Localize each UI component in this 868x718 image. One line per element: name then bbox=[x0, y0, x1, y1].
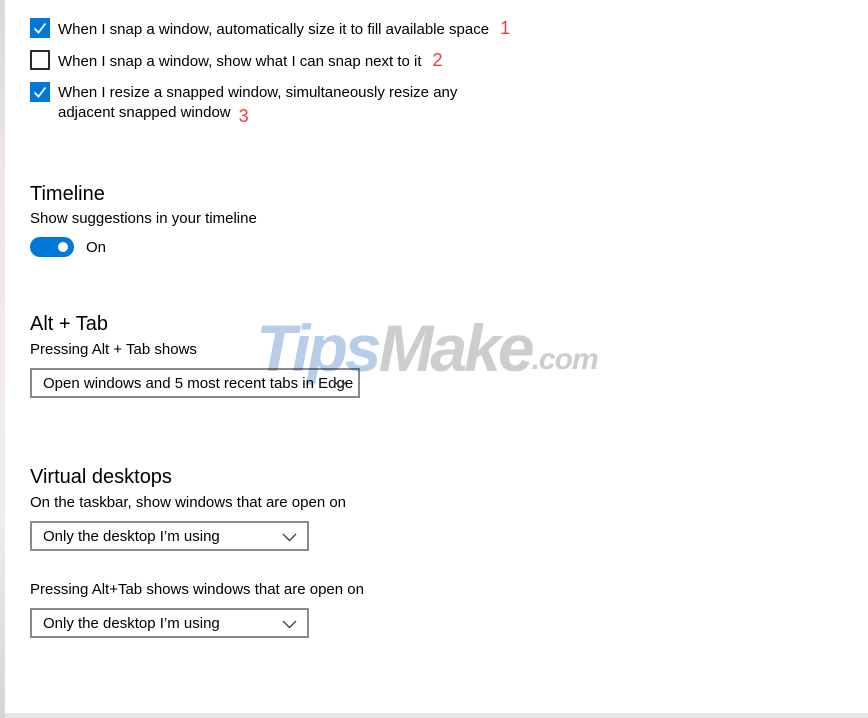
chevron-down-icon bbox=[333, 380, 348, 389]
alt-tab-shows-dropdown[interactable] bbox=[30, 368, 360, 398]
toggle-state-label: On bbox=[86, 238, 107, 256]
timeline-toggle-row bbox=[30, 237, 106, 257]
taskbar-windows-label: On the taskbar, show windows that are open on bbox=[30, 494, 347, 511]
virtual-desktops-heading: Virtual desktops bbox=[30, 465, 172, 488]
watermark-tips: Tips bbox=[256, 311, 379, 385]
checkbox-resize-adjacent[interactable] bbox=[30, 82, 50, 102]
alt-tab-dropdown-label: Pressing Alt + Tab shows bbox=[30, 341, 197, 358]
timeline-heading: Timeline bbox=[30, 182, 105, 205]
watermark-com: .com bbox=[531, 343, 598, 376]
annotation-number-3: 3 bbox=[238, 106, 249, 126]
checkbox-label bbox=[58, 82, 458, 126]
checkbox-label-line1: When I resize a snapped window, simultaneously resize any bbox=[58, 84, 458, 101]
checkbox-fill-space[interactable] bbox=[30, 18, 50, 38]
checkbox-label-text: When I snap a window, automatically size it to fill available space bbox=[58, 21, 490, 38]
checkmark-icon bbox=[32, 84, 48, 100]
checkbox-label bbox=[58, 18, 510, 39]
dropdown-selected-value: Open windows and 5 most recent tabs in Edge bbox=[43, 374, 354, 392]
checkbox-label bbox=[58, 50, 443, 71]
annotation-number-1: 1 bbox=[500, 18, 511, 38]
left-edge-strip bbox=[0, 0, 5, 718]
toggle-knob bbox=[58, 242, 68, 252]
alt-tab-heading: Alt + Tab bbox=[30, 312, 109, 335]
checkmark-icon bbox=[32, 20, 48, 36]
taskbar-windows-dropdown[interactable] bbox=[30, 521, 309, 551]
checkbox-show-next[interactable] bbox=[30, 50, 50, 70]
annotation-number-2: 2 bbox=[432, 50, 443, 70]
bottom-edge-strip bbox=[5, 713, 868, 718]
checkbox-label-text: When I snap a window, show what I can snap next to it bbox=[58, 53, 422, 70]
chevron-down-icon bbox=[282, 533, 297, 542]
checkbox-label-line2: adjacent snapped window bbox=[58, 104, 231, 121]
alttab-windows-dropdown[interactable] bbox=[30, 608, 309, 638]
alttab-windows-label: Pressing Alt+Tab shows windows that are open on bbox=[30, 581, 364, 598]
dropdown-selected-value: Only the desktop I’m using bbox=[43, 614, 220, 632]
snap-option-fill-space bbox=[30, 18, 510, 39]
dropdown-selected-value: Only the desktop I’m using bbox=[43, 527, 220, 545]
snap-option-resize-adjacent bbox=[30, 82, 458, 126]
chevron-down-icon bbox=[282, 620, 297, 629]
watermark-make: Make bbox=[378, 311, 532, 385]
timeline-toggle-label: Show suggestions in your timeline bbox=[30, 210, 257, 227]
timeline-toggle[interactable] bbox=[30, 237, 74, 257]
snap-option-show-next bbox=[30, 50, 443, 71]
